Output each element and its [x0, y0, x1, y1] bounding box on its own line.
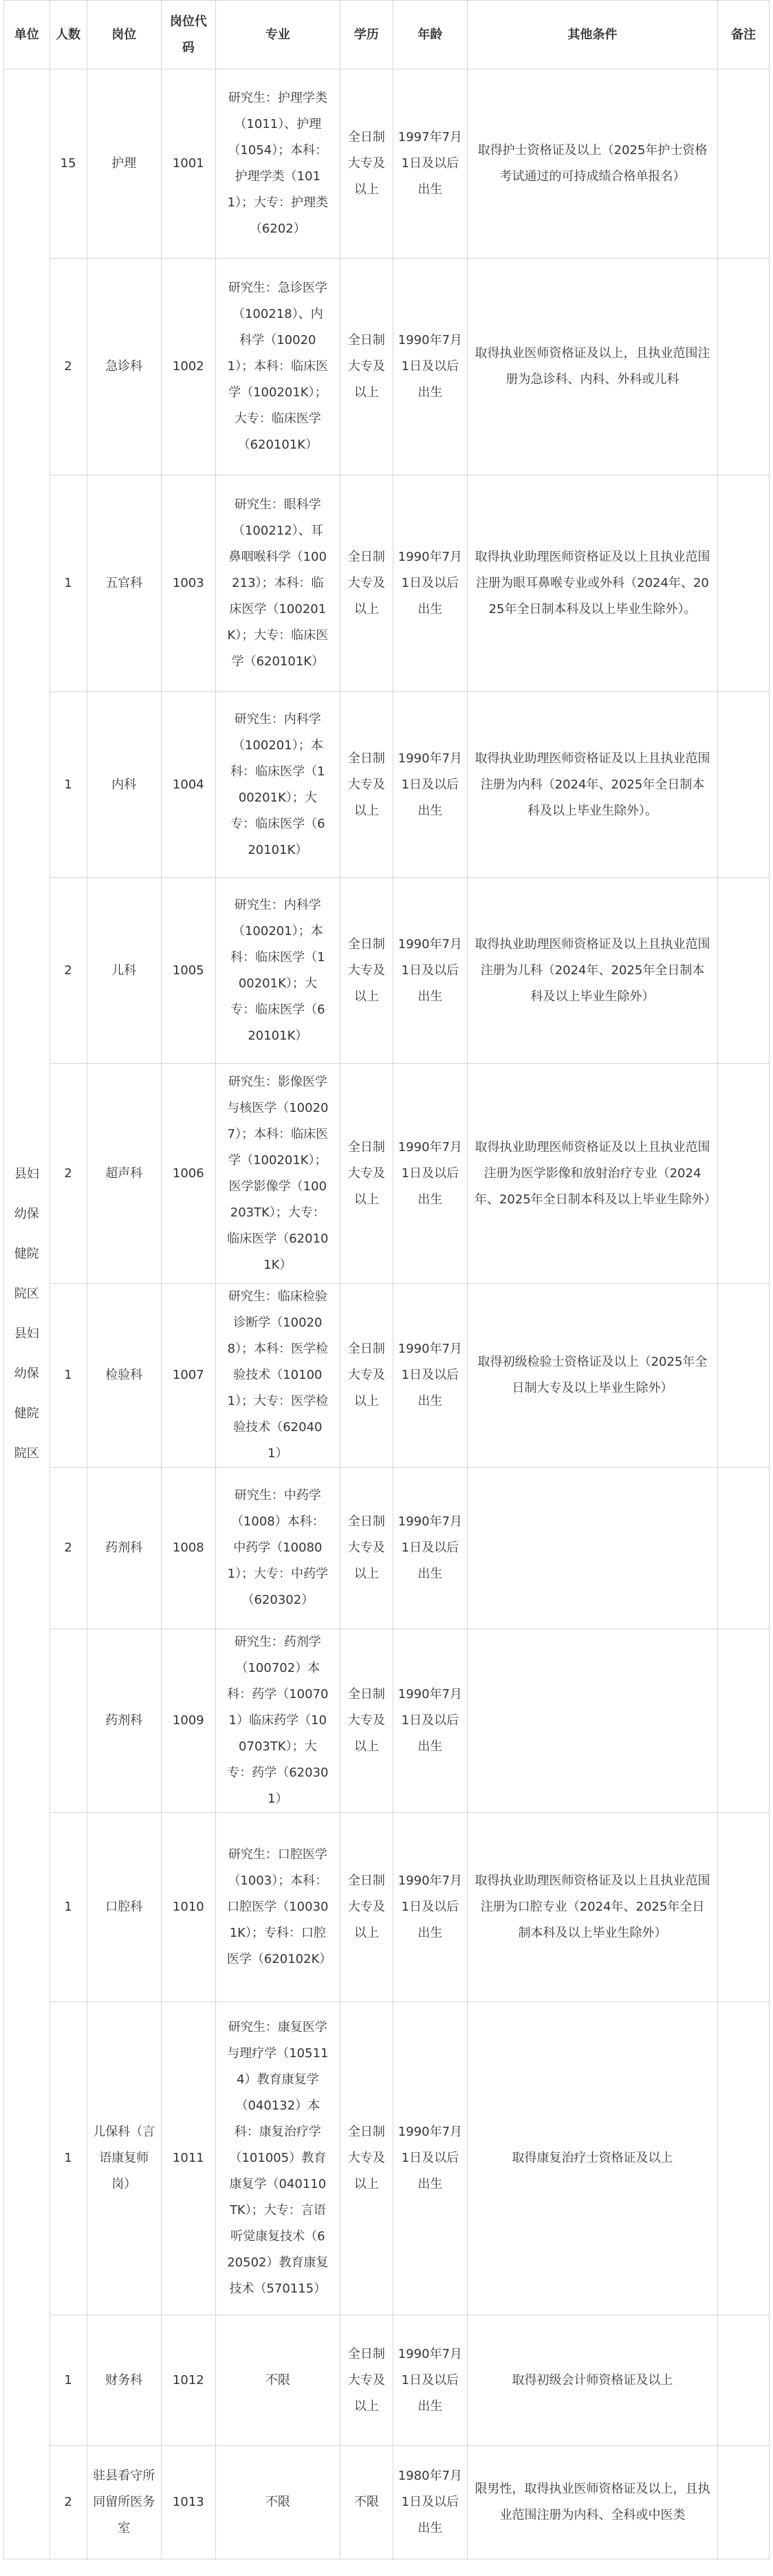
header-age: 年龄 — [393, 1, 467, 69]
row-major: 不限 — [215, 2446, 340, 2559]
row-post: 药剂科 — [87, 1468, 161, 1629]
row-note — [718, 69, 770, 259]
header-count: 人数 — [50, 1, 87, 69]
row-code: 1009 — [161, 1629, 215, 1813]
row-age: 1990年7月1日及以后出生 — [393, 1629, 467, 1813]
row-code: 1012 — [161, 2315, 215, 2446]
row-major: 研究生：内科学（100201）；本科：临床医学（100201K）；大专：临床医学（620101K） — [215, 692, 340, 878]
row-age: 1990年7月1日及以后出生 — [393, 2002, 467, 2315]
table-row — [4, 1284, 770, 1468]
unit-cell: 县妇幼保健院院区县妇幼保健院院区 — [4, 69, 50, 2559]
table-row — [4, 2315, 770, 2446]
table-row — [4, 2002, 770, 2315]
row-other: 取得初级检验士资格证及以上（2025年全日制大专及以上毕业生除外） — [467, 1284, 717, 1468]
row-post: 超声科 — [87, 1064, 161, 1284]
row-code: 1001 — [161, 69, 215, 259]
row-count: 2 — [50, 1468, 87, 1629]
row-note — [718, 2446, 770, 2559]
row-note — [718, 692, 770, 878]
row-other: 取得执业助理医师资格证及以上且执业范围注册为眼耳鼻喉专业或外科（2024年、2025年全日制本科及以上毕业生除外）。 — [467, 475, 717, 692]
table-row — [4, 475, 770, 692]
table-row — [4, 878, 770, 1064]
header-unit: 单位 — [4, 1, 50, 69]
row-code: 1008 — [161, 1468, 215, 1629]
row-age: 1990年7月1日及以后出生 — [393, 2315, 467, 2446]
row-count: 1 — [50, 1284, 87, 1468]
row-code: 1007 — [161, 1284, 215, 1468]
row-other: 取得执业医师资格证及以上，且执业范围注册为急诊科、内科、外科或儿科 — [467, 259, 717, 475]
row-edu: 全日制大专及以上 — [340, 1468, 393, 1629]
row-count: 2 — [50, 1064, 87, 1284]
row-code: 1004 — [161, 692, 215, 878]
row-note — [718, 2002, 770, 2315]
row-age: 1990年7月1日及以后出生 — [393, 878, 467, 1064]
row-major: 研究生：眼科学（100212）、耳鼻咽喉科学（100213）；本科：临床医学（100201K）；大专：临床医学（620101K） — [215, 475, 340, 692]
row-major: 研究生：急诊医学（100218）、内科学（100201）；本科：临床医学（100201K）；大专：临床医学（620101K） — [215, 259, 340, 475]
row-edu: 全日制大专及以上 — [340, 1629, 393, 1813]
row-post: 急诊科 — [87, 259, 161, 475]
header-post: 岗位 — [87, 1, 161, 69]
row-other: 取得执业助理医师资格证及以上且执业范围注册为儿科（2024年、2025年全日制本科及以上毕业生除外） — [467, 878, 717, 1064]
row-count: 1 — [50, 692, 87, 878]
row-age: 1990年7月1日及以后出生 — [393, 1064, 467, 1284]
row-other — [467, 1629, 717, 1813]
row-edu: 全日制大专及以上 — [340, 259, 393, 475]
row-age: 1990年7月1日及以后出生 — [393, 692, 467, 878]
table-row — [4, 259, 770, 475]
row-code: 1005 — [161, 878, 215, 1064]
row-other: 取得执业助理医师资格证及以上且执业范围注册为内科（2024年、2025年全日制本科及以上毕业生除外）。 — [467, 692, 717, 878]
row-other: 取得护士资格证及以上（2025年护士资格考试通过的可持成绩合格单报名） — [467, 69, 717, 259]
row-major: 研究生：药剂学（100702）本科：药学（100701）临床药学（100703TK）；大专：药学（620301） — [215, 1629, 340, 1813]
row-age: 1990年7月1日及以后出生 — [393, 259, 467, 475]
row-major: 不限 — [215, 2315, 340, 2446]
header-code: 岗位代码 — [161, 1, 215, 69]
row-note — [718, 1064, 770, 1284]
row-count: 2 — [50, 878, 87, 1064]
table-row — [4, 1064, 770, 1284]
row-other: 取得康复治疗士资格证及以上 — [467, 2002, 717, 2315]
row-code: 1013 — [161, 2446, 215, 2559]
row-major: 研究生：内科学（100201）；本科：临床医学（100201K）；大专：临床医学（620101K） — [215, 878, 340, 1064]
row-edu: 全日制大专及以上 — [340, 69, 393, 259]
row-post: 检验科 — [87, 1284, 161, 1468]
row-age: 1990年7月1日及以后出生 — [393, 1813, 467, 2002]
row-other: 取得执业助理医师资格证及以上且执业范围注册为口腔专业（2024年、2025年全日制本科及以上毕业生除外） — [467, 1813, 717, 2002]
row-other: 限男性，取得执业医师资格证及以上，且执业范围注册为内科、全科或中医类 — [467, 2446, 717, 2559]
row-post: 内科 — [87, 692, 161, 878]
header-major: 专业 — [215, 1, 340, 69]
row-count: 15 — [50, 69, 87, 259]
row-post: 儿科 — [87, 878, 161, 1064]
row-note — [718, 1813, 770, 2002]
row-post: 财务科 — [87, 2315, 161, 2446]
header-other: 其他条件 — [467, 1, 717, 69]
row-code: 1010 — [161, 1813, 215, 2002]
row-edu: 全日制大专及以上 — [340, 1813, 393, 2002]
table-row — [4, 1813, 770, 2002]
table-row — [4, 692, 770, 878]
row-post: 儿保科（言语康复师岗） — [87, 2002, 161, 2315]
row-edu: 全日制大专及以上 — [340, 692, 393, 878]
row-post: 口腔科 — [87, 1813, 161, 2002]
row-other: 取得初级会计师资格证及以上 — [467, 2315, 717, 2446]
row-edu: 全日制大专及以上 — [340, 878, 393, 1064]
row-count: 1 — [50, 2002, 87, 2315]
row-post: 驻县看守所同留所医务室 — [87, 2446, 161, 2559]
table-row — [4, 1629, 770, 1813]
row-count: 2 — [50, 259, 87, 475]
row-post: 药剂科 — [87, 1629, 161, 1813]
row-count: 1 — [50, 1813, 87, 2002]
row-note — [718, 259, 770, 475]
row-major: 研究生：护理学类（1011）、护理（1054）；本科：护理学类（1011）；大专：护理类（6202） — [215, 69, 340, 259]
row-age: 1980年7月1日及以后出生 — [393, 2446, 467, 2559]
row-note — [718, 2315, 770, 2446]
row-other: 取得执业助理医师资格证及以上且执业范围注册为医学影像和放射治疗专业（2024年、2025年全日制本科及以上毕业生除外） — [467, 1064, 717, 1284]
row-edu: 全日制大专及以上 — [340, 1064, 393, 1284]
row-major: 研究生：临床检验诊断学（100208）；本科：医学检验技术（101001）；大专：医学检验技术（620401） — [215, 1284, 340, 1468]
row-count: 2 — [50, 2446, 87, 2559]
row-other — [467, 1468, 717, 1629]
row-edu: 全日制大专及以上 — [340, 475, 393, 692]
table-row — [4, 2446, 770, 2559]
row-count — [50, 1629, 87, 1813]
header-note: 备注 — [718, 1, 770, 69]
row-post: 五官科 — [87, 475, 161, 692]
row-age: 1990年7月1日及以后出生 — [393, 1468, 467, 1629]
row-edu: 全日制大专及以上 — [340, 2002, 393, 2315]
row-count: 1 — [50, 475, 87, 692]
row-post: 护理 — [87, 69, 161, 259]
row-code: 1011 — [161, 2002, 215, 2315]
row-code: 1003 — [161, 475, 215, 692]
row-edu: 全日制大专及以上 — [340, 2315, 393, 2446]
row-major: 研究生：口腔医学（1003）；本科：口腔医学（100301K）；专科：口腔医学（620102K） — [215, 1813, 340, 2002]
table-row — [4, 69, 770, 259]
row-code: 1006 — [161, 1064, 215, 1284]
row-note — [718, 1629, 770, 1813]
row-age: 1997年7月1日及以后出生 — [393, 69, 467, 259]
row-count: 1 — [50, 2315, 87, 2446]
row-note — [718, 878, 770, 1064]
row-edu: 不限 — [340, 2446, 393, 2559]
row-major: 研究生：康复医学与理疗学（105114）教育康复学（040132）本科：康复治疗学（101005）教育康复学（040110TK）；大专：言语听觉康复技术（620502）教育康复技术（570115） — [215, 2002, 340, 2315]
row-code: 1002 — [161, 259, 215, 475]
row-note — [718, 475, 770, 692]
row-age: 1990年7月1日及以后出生 — [393, 1284, 467, 1468]
header-edu: 学历 — [340, 1, 393, 69]
recruitment-table — [3, 0, 770, 2559]
header-row — [4, 1, 770, 69]
row-edu: 全日制大专及以上 — [340, 1284, 393, 1468]
row-major: 研究生：影像医学与核医学（100207）；本科：临床医学（100201K）；医学影像学（100203TK）；大专：临床医学（620101K） — [215, 1064, 340, 1284]
row-note — [718, 1468, 770, 1629]
table-row — [4, 1468, 770, 1629]
row-major: 研究生：中药学（1008）本科：中药学（100801）；大专：中药学（620302） — [215, 1468, 340, 1629]
row-age: 1990年7月1日及以后出生 — [393, 475, 467, 692]
row-note — [718, 1284, 770, 1468]
